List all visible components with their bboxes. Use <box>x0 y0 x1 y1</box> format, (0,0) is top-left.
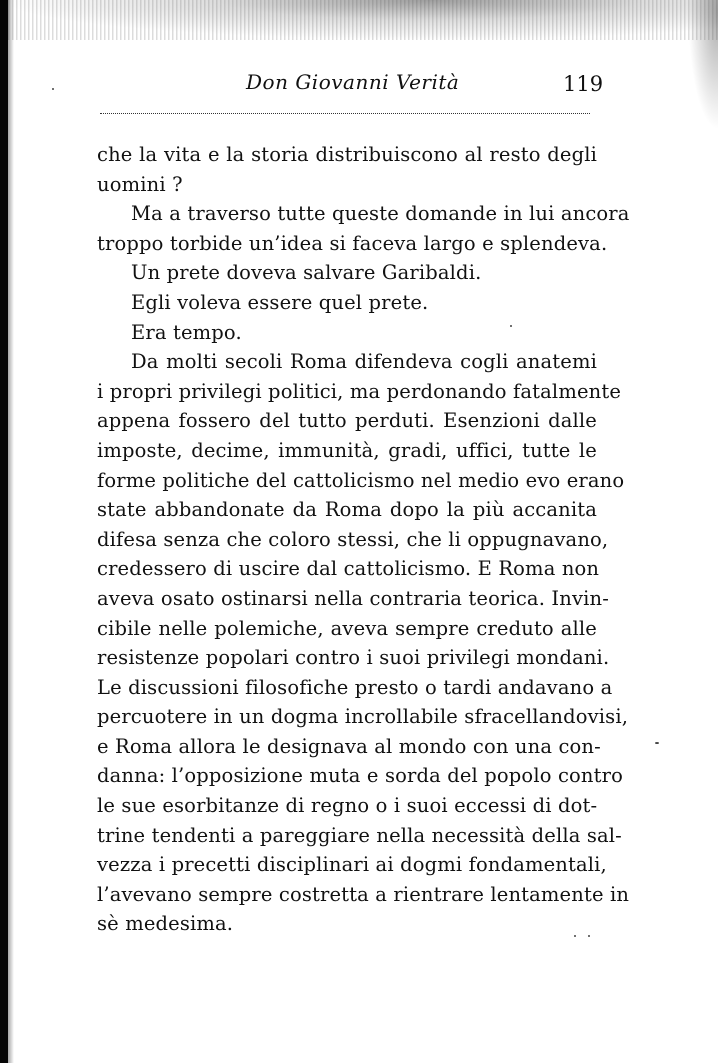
text-line: credessero di uscire dal cattolicismo. E Roma non <box>97 557 600 581</box>
text-line: Ma a traverso tutte queste domande in lui ancora <box>131 202 630 226</box>
binding-shadow <box>8 0 14 1063</box>
text-line: uomini ? <box>97 172 183 196</box>
text-line: resistenze popolari contro i suoi privilegi mondani. <box>97 646 610 670</box>
text-line: appena fossero del tutto perduti. Esenzioni dalle <box>97 409 597 433</box>
running-head <box>0 70 718 102</box>
text-line: e Roma allora le designava al mondo con una con- <box>97 734 601 758</box>
header-rule <box>100 113 590 114</box>
text-line: forme politiche del cattolicismo nel medio evo erano <box>97 468 625 492</box>
text-line: aveva osato ostinarsi nella contraria teorica. Invin- <box>97 586 609 610</box>
running-title: Don Giovanni Verità <box>246 70 460 94</box>
text-line: Un prete doveva salvare Garibaldi. <box>131 261 482 285</box>
text-line: l’avevano sempre costretta a rientrare lentamente in <box>97 882 630 906</box>
text-line: le sue esorbitanze di regno o i suoi eccessi di dot- <box>97 794 598 818</box>
text-line: sè medesima. <box>97 912 234 936</box>
text-line: danna: l’opposizione muta e sorda del popolo contro <box>97 764 623 788</box>
text-line: Era tempo. <box>131 320 242 344</box>
text-line: state abbandonate da Roma dopo la più accanita <box>97 498 597 522</box>
scan-noise-top <box>0 0 718 40</box>
page-number: 119 <box>563 72 604 96</box>
text-line: i propri privilegi politici, ma perdonando fatalmente <box>97 379 622 403</box>
text-line: difesa senza che coloro stessi, che li oppugnavano, <box>97 527 609 551</box>
body-text <box>97 140 630 939</box>
text-line: Egli voleva essere quel prete. <box>131 290 429 314</box>
text-line: percuotere in un dogma incrollabile sfracellandovisi, <box>97 705 629 729</box>
text-line: imposte, decime, immunità, gradi, uffici, tutte le <box>97 438 597 462</box>
text-line: Le discussioni filosofiche presto o tardi andavano a <box>97 675 613 699</box>
scan-noise-right <box>688 0 718 130</box>
text-line: troppo torbide un’idea si faceva largo e splendeva. <box>97 231 608 255</box>
text-line: cibile nelle polemiche, aveva sempre creduto alle <box>97 616 597 640</box>
text-line: trine tendenti a pareggiare nella necessità della sal- <box>97 823 622 847</box>
binding-edge <box>0 0 8 1063</box>
text-line: Da molti secoli Roma difendeva cogli anatemi <box>131 350 597 374</box>
text-line: vezza i precetti disciplinari ai dogmi fondamentali, <box>97 853 607 877</box>
text-line: che la vita e la storia distribuiscono al resto degli <box>97 143 597 166</box>
